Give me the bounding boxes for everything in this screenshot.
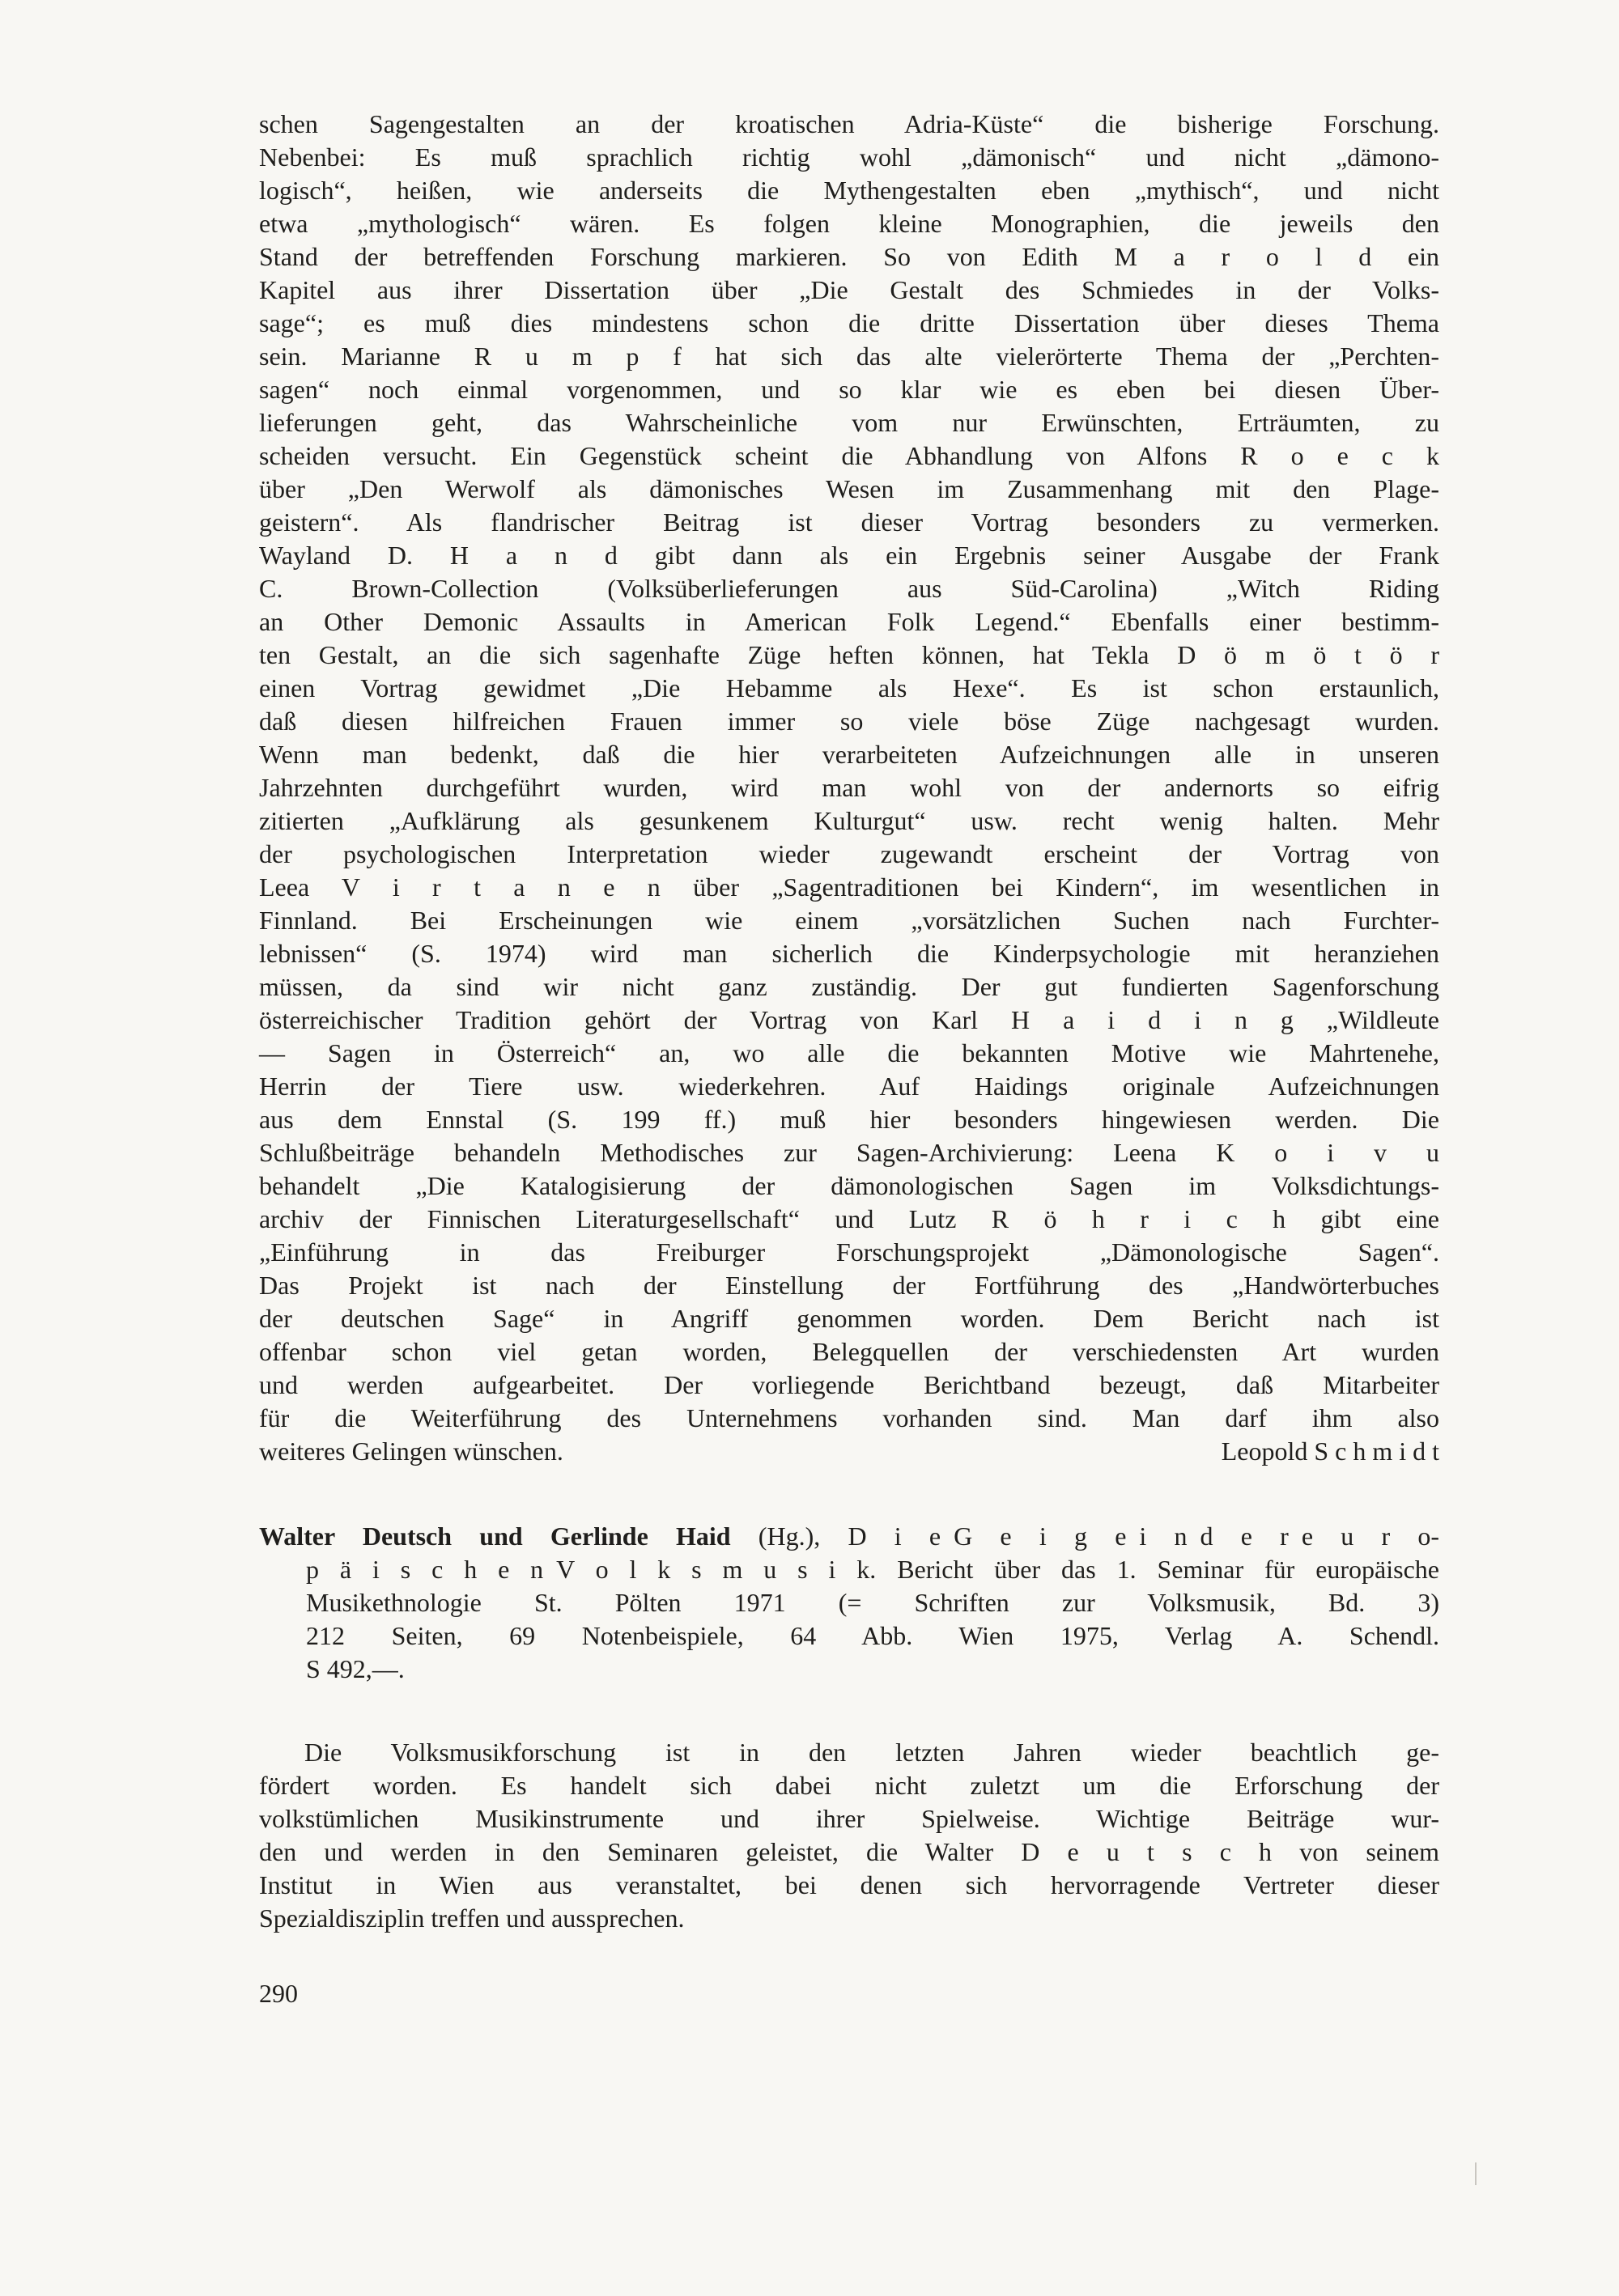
text-line: österreichischer Tradition gehört der Vortrag von Karl H a i d i n g „Wildleute xyxy=(259,1005,1439,1034)
text-block xyxy=(259,108,1439,2010)
review-schmidt-body xyxy=(259,108,1439,1435)
text-line: ten Gestalt, an die sich sagenhafte Züge heften können, hat Tekla D ö m ö t ö r xyxy=(259,640,1439,669)
text-line: Wenn man bedenkt, daß die hier verarbeiteten Aufzeichnungen alle in unseren xyxy=(259,740,1439,769)
text-line: Nebenbei: Es muß sprachlich richtig wohl „dämonisch“ und nicht „dämono- xyxy=(259,142,1439,172)
text-line: zitierten „Aufklärung als gesunkenem Kulturgut“ usw. recht wenig halten. Mehr xyxy=(259,806,1439,835)
closing-text: weiteres Gelingen wünschen. xyxy=(259,1437,563,1466)
review-leopold-schmidt xyxy=(259,108,1439,1468)
text-line: Das Projekt ist nach der Einstellung der Fortführung des „Handwörterbuches xyxy=(259,1271,1439,1300)
text-line: lebnissen“ (S. 1974) wird man sicherlich die Kinderpsychologie mit heranziehen xyxy=(259,939,1439,968)
text-line: Kapitel aus ihrer Dissertation über „Die Gestalt des Schmiedes in der Volks- xyxy=(259,275,1439,304)
text-line: Herrin der Tiere usw. wiederkehren. Auf Haidings originale Aufzeichnungen xyxy=(259,1072,1439,1101)
bibliography-entry xyxy=(259,1520,1439,1686)
scan-artifact xyxy=(1475,2162,1477,2185)
text-line: volkstümlichen Musikinstrumente und ihrer Spielweise. Wichtige Beiträge wur- xyxy=(259,1804,1439,1833)
text-line: „Einführung in das Freiburger Forschungsprojekt „Dämonologische Sagen“. xyxy=(259,1237,1439,1267)
text-line: Leea V i r t a n e n über „Sagentraditionen bei Kindern“, im wesentlichen in xyxy=(259,872,1439,902)
text-line: sage“; es muß dies mindestens schon die dritte Dissertation über dieses Thema xyxy=(259,308,1439,337)
text-line: und werden aufgearbeitet. Der vorliegende Berichtband bezeugt, daß Mitarbeiter xyxy=(259,1370,1439,1399)
text-line: 212 Seiten, 69 Notenbeispiele, 64 Abb. Wien 1975, Verlag A. Schendl. xyxy=(306,1621,1439,1650)
text-line: der deutschen Sage“ in Angriff genommen worden. Dem Bericht nach ist xyxy=(259,1304,1439,1333)
text-line: — Sagen in Österreich“ an, wo alle die bekannten Motive wie Mahrtenehe, xyxy=(259,1038,1439,1067)
bib-continuation xyxy=(306,1553,1439,1686)
text-line: für die Weiterführung des Unternehmens vorhanden sind. Man darf ihm also xyxy=(259,1403,1439,1432)
text-line: sagen“ noch einmal vorgenommen, und so klar wie es eben bei diesen Über- xyxy=(259,375,1439,404)
text-line: lieferungen geht, das Wahrscheinliche vom nur Erwünschten, Erträumten, zu xyxy=(259,408,1439,437)
bib-first-line xyxy=(259,1520,1439,1553)
text-line: Institut in Wien aus veranstaltet, bei denen sich hervorragende Vertreter dieser xyxy=(259,1870,1439,1899)
reviewer-name: Leopold S c h m i d t xyxy=(1221,1437,1439,1466)
text-line: fördert worden. Es handelt sich dabei nicht zuletzt um die Erforschung der xyxy=(259,1771,1439,1800)
text-line: archiv der Finnischen Literaturgesellschaft“ und Lutz R ö h r i c h gibt eine xyxy=(259,1204,1439,1233)
text-line: schen Sagengestalten an der kroatischen Adria-Küste“ die bisherige Forschung. xyxy=(259,109,1439,138)
bib-title-start: (Hg.), D i e G e i g e i n d e r e u r o- xyxy=(730,1521,1440,1551)
text-line: Jahrzehnten durchgeführt wurden, wird man wohl von der andernorts so eifrig xyxy=(259,773,1439,802)
signature-line xyxy=(259,1435,1439,1468)
text-line: Stand der betreffenden Forschung markieren. So von Edith M a r o l d ein xyxy=(259,242,1439,271)
text-line: Finnland. Bei Erscheinungen wie einem „vorsätzlichen Suchen nach Furchter- xyxy=(259,906,1439,935)
review-deutsch-haid-body xyxy=(259,1736,1439,1935)
text-line: Die Volksmusikforschung ist in den letzten Jahren wieder beachtlich ge- xyxy=(304,1738,1439,1767)
text-line: C. Brown-Collection (Volksüberlieferungen aus Süd-Carolina) „Witch Riding xyxy=(259,574,1439,603)
bib-authors: Walter Deutsch und Gerlinde Haid xyxy=(259,1521,731,1551)
text-line: logisch“, heißen, wie anderseits die Mythengestalten eben „mythisch“, und nicht xyxy=(259,176,1439,205)
text-line: müssen, da sind wir nicht ganz zuständig. Der gut fundierten Sagenforschung xyxy=(259,972,1439,1001)
text-line: Musikethnologie St. Pölten 1971 (= Schriften zur Volksmusik, Bd. 3) xyxy=(306,1588,1439,1617)
text-line: geistern“. Als flandrischer Beitrag ist dieser Vortrag besonders zu vermerken. xyxy=(259,507,1439,537)
text-line: etwa „mythologisch“ wären. Es folgen kleine Monographien, die jeweils den xyxy=(259,209,1439,238)
text-line: daß diesen hilfreichen Frauen immer so viele böse Züge nachgesagt wurden. xyxy=(259,707,1439,736)
text-line: über „Den Werwolf als dämonisches Wesen im Zusammenhang mit den Plage- xyxy=(259,474,1439,503)
text-line: den und werden in den Seminaren geleistet, die Walter D e u t s c h von seinem xyxy=(259,1837,1439,1866)
text-line: Schlußbeiträge behandeln Methodisches zur Sagen-Archivierung: Leena K o i v u xyxy=(259,1138,1439,1167)
text-line: S 492,—. xyxy=(306,1654,405,1683)
page-number: 290 xyxy=(259,1979,298,2008)
text-line: aus dem Ennstal (S. 199 ff.) muß hier besonders hingewiesen werden. Die xyxy=(259,1105,1439,1134)
review-deutsch-text xyxy=(259,1736,1439,1935)
text-line: scheiden versucht. Ein Gegenstück scheint die Abhandlung von Alfons R o e c k xyxy=(259,441,1439,470)
text-line: p ä i s c h e n V o l k s m u s i k. Bericht über das 1. Seminar für europäische xyxy=(306,1555,1439,1584)
text-line: an Other Demonic Assaults in American Folk Legend.“ Ebenfalls einer bestimm- xyxy=(259,607,1439,636)
text-line: Spezialdisziplin treffen und aussprechen. xyxy=(259,1903,685,1933)
text-line: offenbar schon viel getan worden, Belegquellen der verschiedensten Art wurden xyxy=(259,1337,1439,1366)
text-line: behandelt „Die Katalogisierung der dämonologischen Sagen im Volksdichtungs- xyxy=(259,1171,1439,1200)
text-line: Wayland D. H a n d gibt dann als ein Ergebnis seiner Ausgabe der Frank xyxy=(259,541,1439,570)
text-line: sein. Marianne R u m p f hat sich das alte vielerörterte Thema der „Perchten- xyxy=(259,342,1439,371)
text-line: einen Vortrag gewidmet „Die Hebamme als Hexe“. Es ist schon erstaunlich, xyxy=(259,673,1439,702)
text-line: der psychologischen Interpretation wieder zugewandt erscheint der Vortrag von xyxy=(259,839,1439,868)
